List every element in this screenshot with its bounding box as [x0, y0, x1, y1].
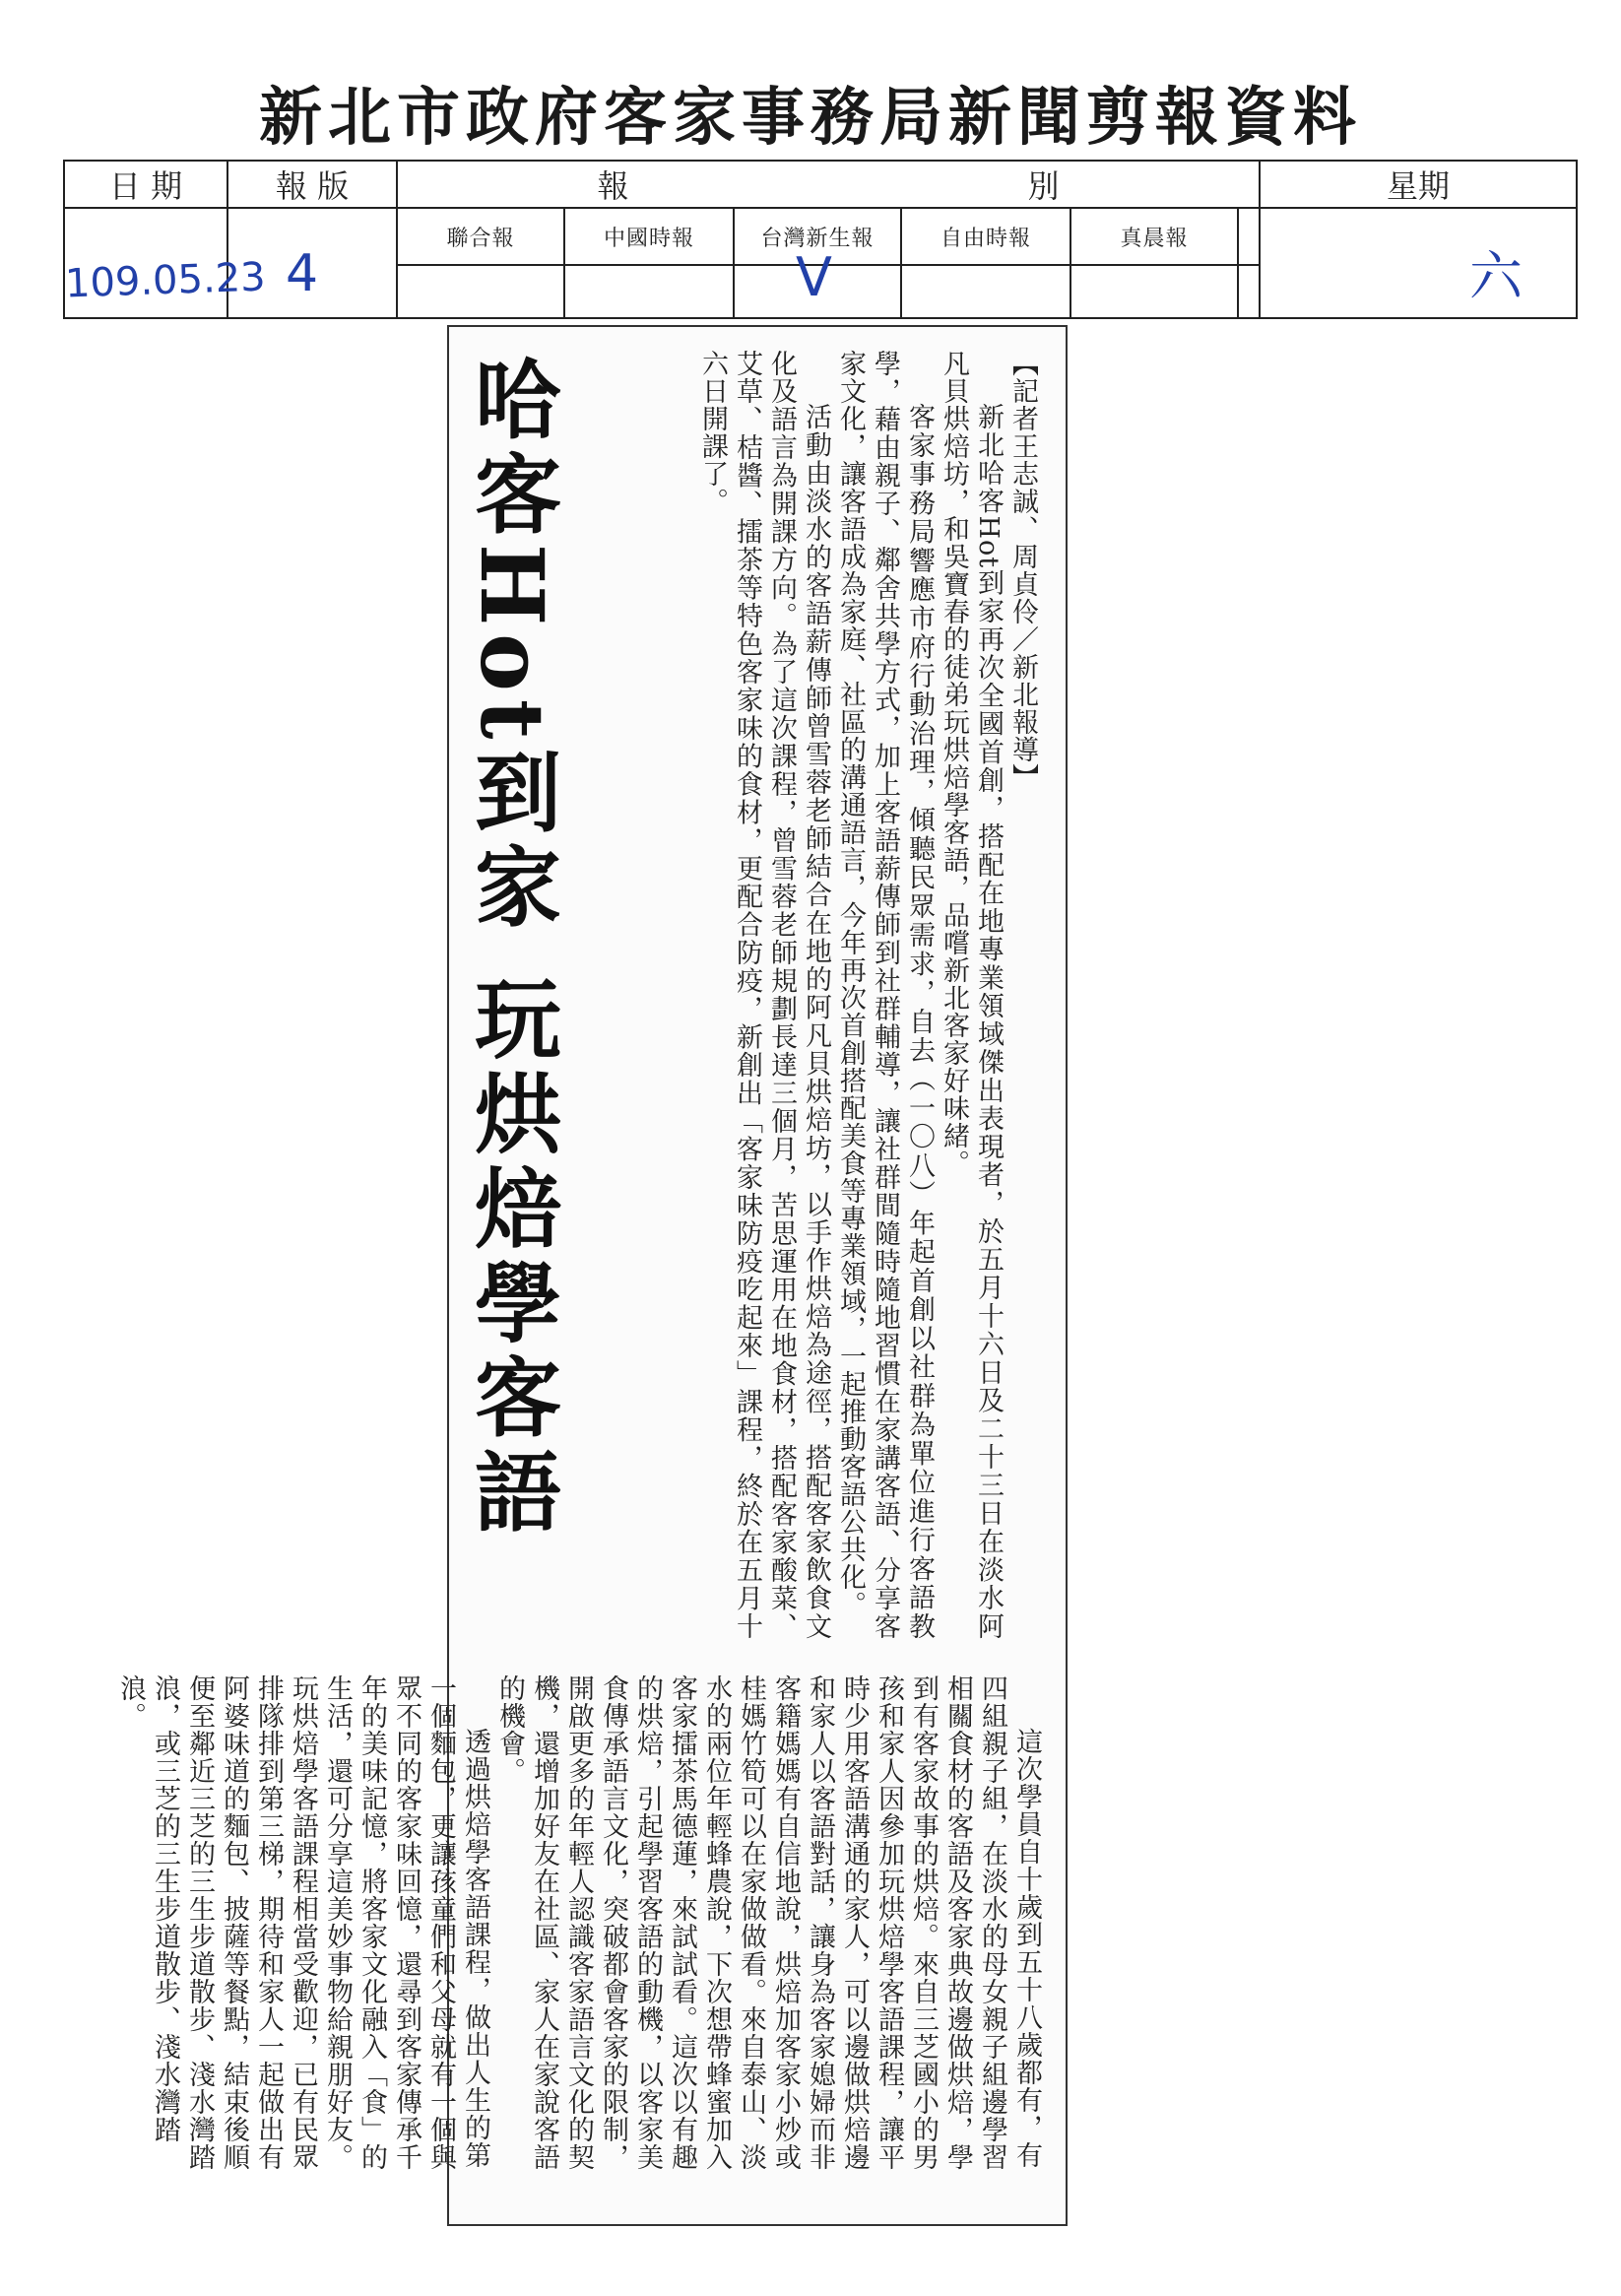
article-headline: 哈客Hot到家 玩烘焙學客語: [461, 355, 563, 1542]
newspaper-label-1: 報: [597, 167, 629, 205]
article-paragraph: 這次學員自十歲到五十八歲都有，有四組親子組，在淡水的母女親子組邊學習相關食材的客語及客家典故邊做烘焙，學到有客家故事的烘焙。來自三芝國小的男孩和家人因參加玩烘焙學客語課程，讓平時少用客語溝通的家人，可以邊做烘焙邊和家人以客語對話，讓身為客家媳婦而非客籍媽媽有自信地說，烘焙加客家小炒或桂媽竹筍可以在家做做看。來自泰山、淡水的兩位年輕蜂農說，下次想帶蜂蜜加入客家擂茶馬德蓮，來試試看。這次以有趣的烘焙，引起學習客語的動機，以客家美食傳承語言文化，突破都會客家的限制，開啟更多的年輕人認識客家語言文化的契機，還增加好友在社區、家人在家說客語的機會。: [494, 1674, 1042, 2171]
newspaper-name: 台灣新生報: [735, 209, 902, 266]
article-body-main: [591, 350, 1040, 1640]
article-paragraph: 客家事務局響應市府行動治理，傾聽民眾需求，自去（一〇八）年起首創以社群為單位進行客語教學，藉由親子、鄰舍共學方式，加上客語薪傳師到社群輔導，讓社群間隨時隨地習慣在家講客語、分享客家文化，讓客語成為家庭、社區的溝通語言，今年再次首創搭配美食等專業領域，一起推動客語公共化。: [835, 350, 935, 1640]
newspaper-name: 真晨報: [1071, 209, 1239, 266]
page-title: 新北市政府客家事務局新聞剪報資料: [259, 81, 1362, 155]
check-cell: [902, 266, 1071, 317]
weekday-cell: [1261, 209, 1576, 317]
date-value: 109.05.23: [64, 254, 267, 307]
edition-value: 4: [286, 244, 319, 303]
date-label: 日 期: [65, 162, 228, 209]
newspaper-name: 中國時報: [565, 209, 735, 266]
check-cell: [1071, 266, 1239, 317]
newspaper-name: 自由時報: [902, 209, 1071, 266]
article-byline: 【記者王志誠、周貞伶／新北報導】: [1007, 350, 1038, 791]
weekday-value: 六: [1469, 245, 1523, 307]
selected-newspaper-mark: V: [796, 246, 832, 308]
weekday-label: 星期: [1261, 162, 1576, 209]
check-cell: [565, 266, 735, 317]
newspaper-label-2: 別: [1027, 167, 1060, 205]
article-paragraph: 活動由淡水的客語薪傳師曾雪蓉老師結合在地的阿凡貝烘焙坊，以手作烘焙為途徑，搭配客家飲食文化及語言為開課方向。為了這次課程，曾雪蓉老師規劃長達三個月，苦思運用在地食材，搭配客家酸菜、艾草、桔醬、擂茶等特色客家味的食材，更配合防疫，新創出「客家味防疫吃起來」課程，終於在五月十六日開課了。: [697, 350, 831, 1640]
edition-label: 報 版: [228, 162, 398, 209]
article-paragraph: 新北哈客Hot到家再次全國首創，搭配在地專業領域傑出表現者，於五月十六日及二十三日在淡水阿凡貝烘焙坊，和吳寶春的徒弟玩烘焙學客語，品嚐新北客家好味緒。: [939, 350, 1004, 1640]
check-cell: [398, 266, 565, 317]
article-paragraph: 透過烘焙學客語課程，做出人生的第一個麵包，更讓孩童們和父母就有一個與眾不同的客家味回憶，還尋到客家傳承千年的美味記憶，將客家文化融入「食」的生活，還可分享這美妙事物給親朋好友。玩烘焙學客語課程相當受歡迎，已有民眾排隊排到第三梯，期待和家人一起做出有阿婆味道的麵包、披薩等餐點，結束後順便至鄰近三芝的三生步道散步、淺水灣踏浪，或三芝的三生步道散步、淺水灣踏浪。: [115, 1674, 490, 2171]
newspaper-label: [398, 162, 1261, 209]
article-body-continued: [115, 1674, 1044, 2187]
check-cell: [1239, 266, 1261, 317]
newspaper-name: 聯合報: [398, 209, 565, 266]
newspaper-name: [1239, 209, 1261, 266]
